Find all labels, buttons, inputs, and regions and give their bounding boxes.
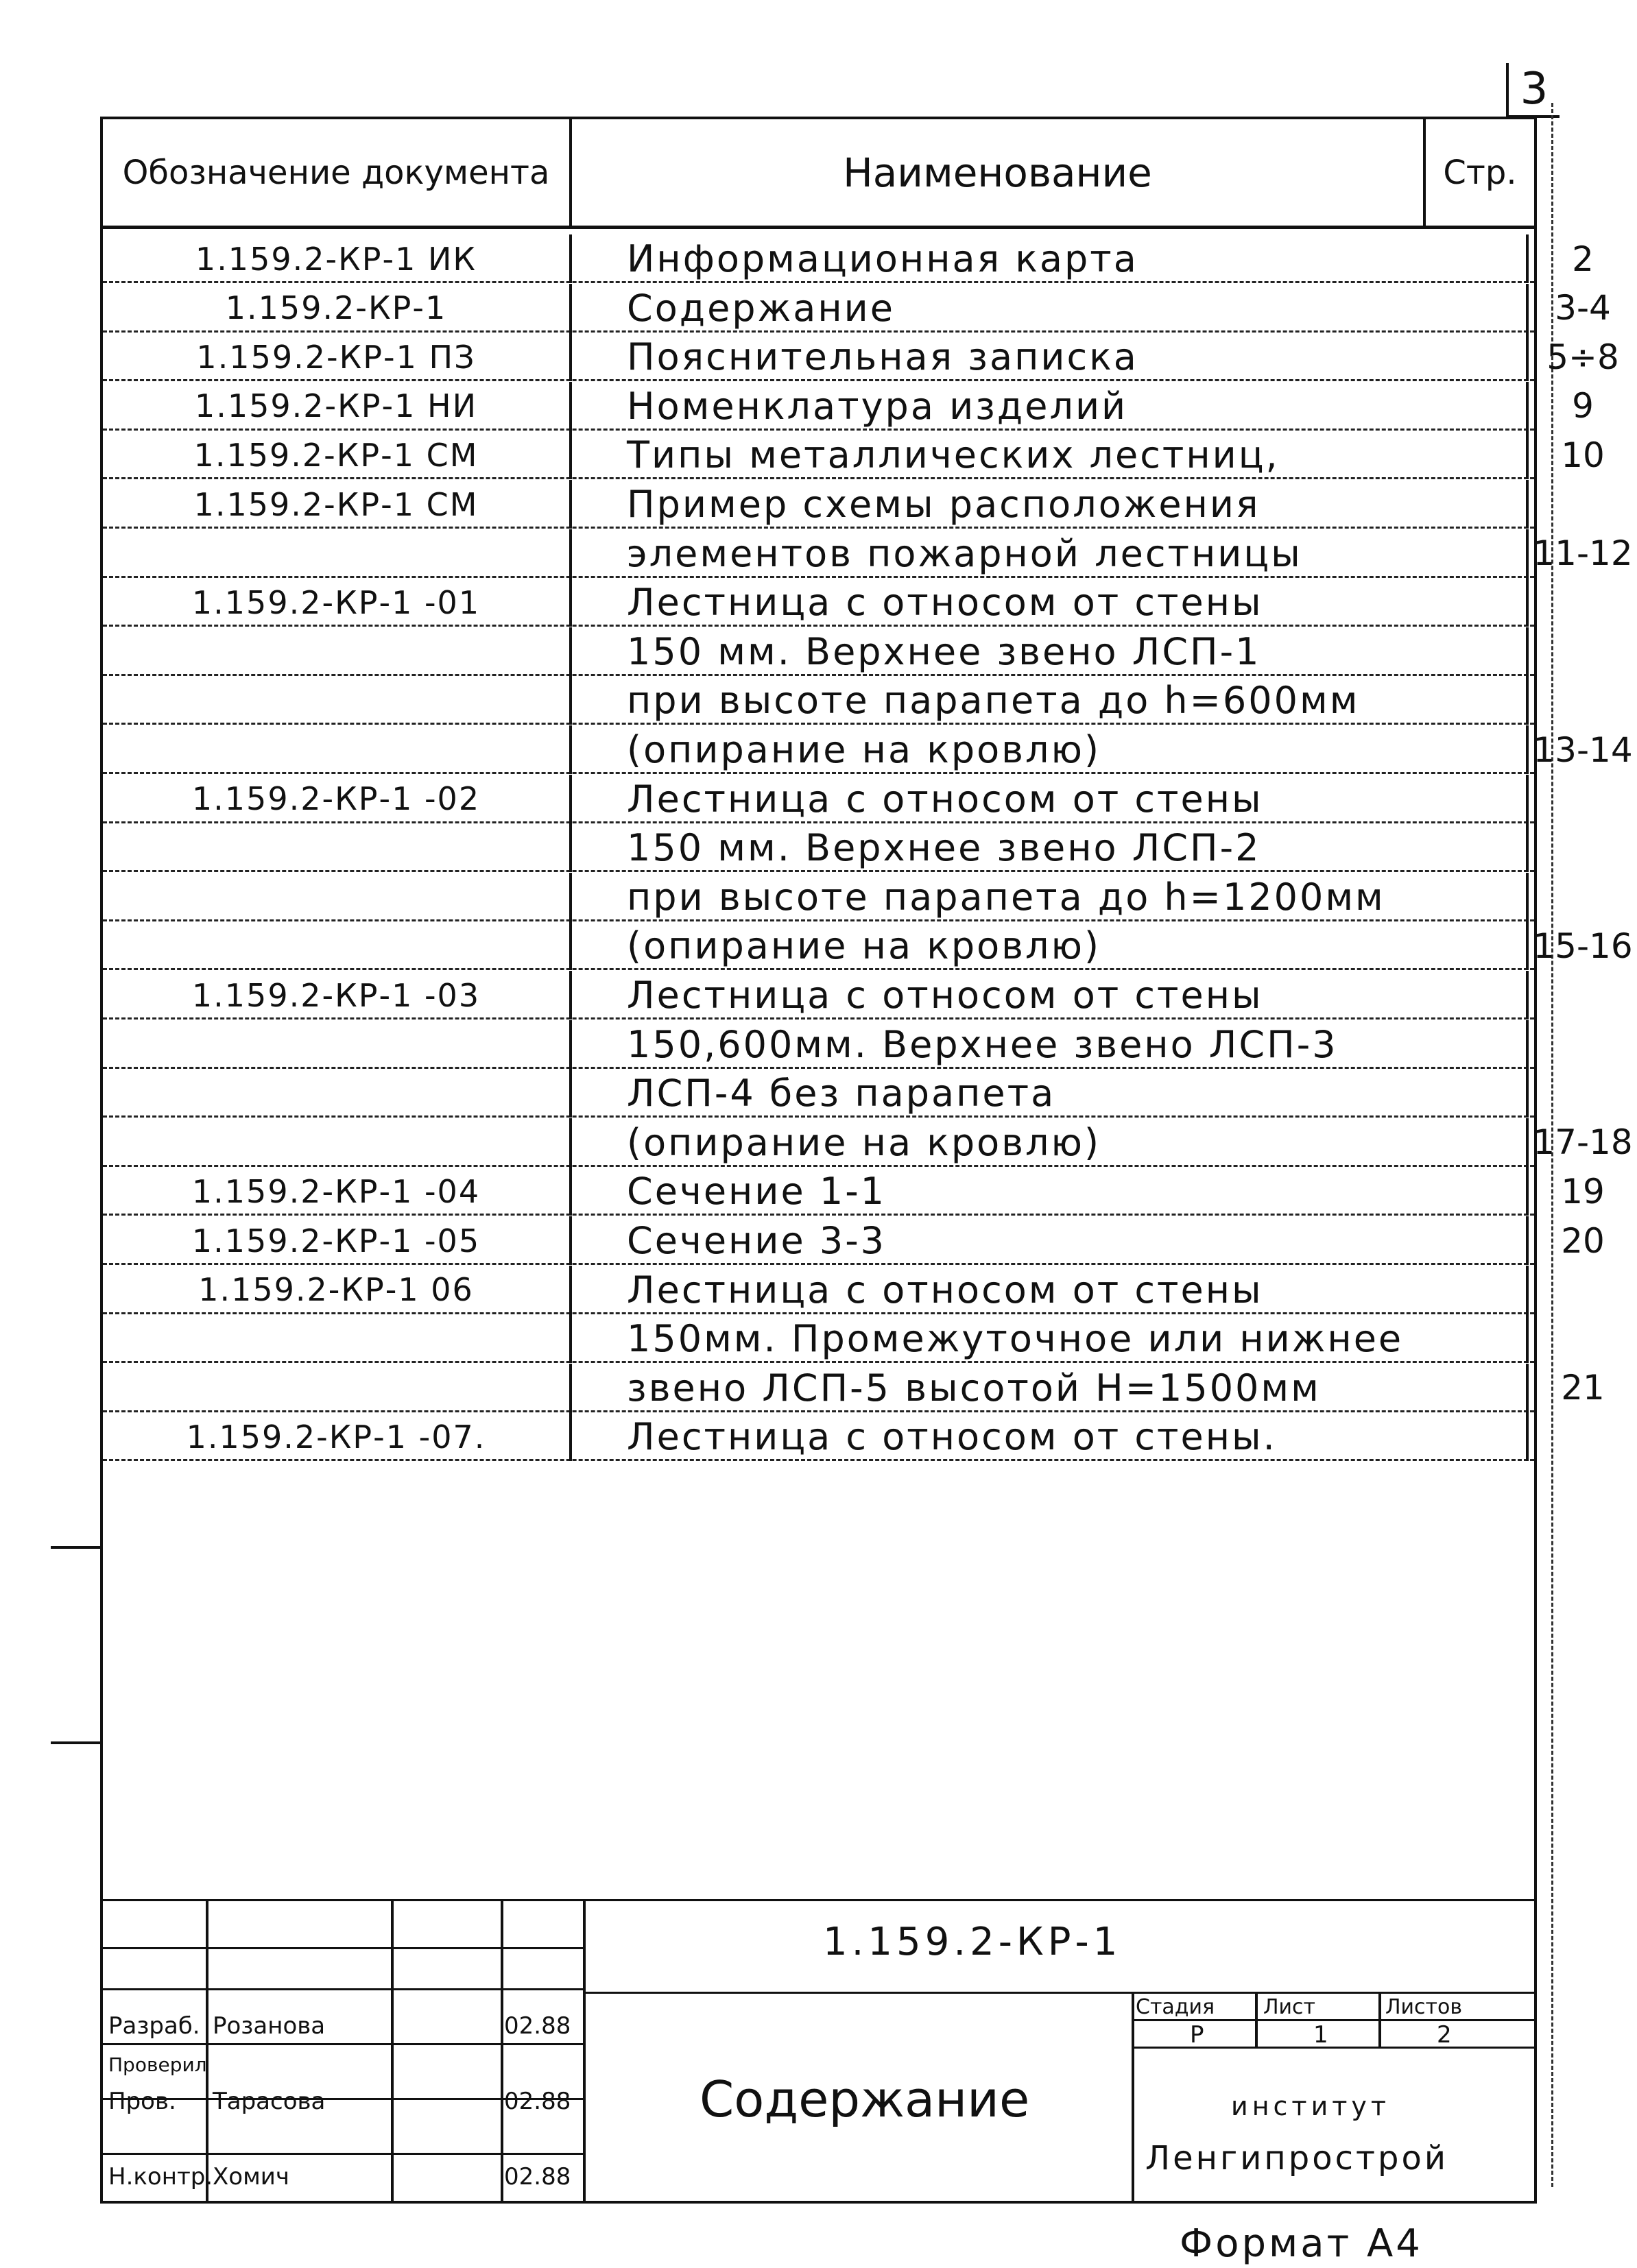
row-name: 150мм. Промежуточное или нижнее (572, 1314, 1529, 1363)
row-designation: 1.159.2-КР-1 (103, 284, 572, 333)
row-page (1529, 1020, 1637, 1069)
table-row (103, 284, 1611, 333)
row-page: 9 (1572, 386, 1594, 426)
row-name: Содержание (572, 284, 1529, 333)
stamp-person: Тарасова (213, 2088, 326, 2115)
table-row (103, 431, 1605, 479)
row-name: Типы металлических лестниц, (572, 431, 1529, 479)
row-designation (103, 1069, 572, 1118)
row-name: Лестница с относом от стены (572, 775, 1529, 823)
table-row (103, 1216, 1605, 1265)
row-page: 2 (1572, 239, 1594, 279)
row-name: 150 мм. Верхнее звено ЛСП-2 (572, 823, 1529, 872)
row-designation (103, 873, 572, 921)
row-name: Лестница с относом от стены. (572, 1412, 1529, 1461)
stamp-stage: Р (1190, 2021, 1204, 2049)
stamp-stage-label: Стадия (1136, 1995, 1215, 2019)
row-designation: 1.159.2-КР-1 06 (103, 1266, 572, 1314)
table-row (103, 1020, 1534, 1069)
margin-tick (51, 1546, 103, 1549)
row-page (1529, 676, 1637, 725)
stamp-date: 02.88 (504, 2012, 571, 2040)
table-row (103, 627, 1534, 676)
table-row (103, 1118, 1633, 1167)
table-row (103, 333, 1619, 381)
row-designation (103, 627, 572, 676)
header-page: Стр. (1426, 119, 1534, 229)
row-name: Лестница с относом от стены (572, 1266, 1529, 1314)
table-row (103, 1314, 1534, 1363)
row-page (1529, 823, 1637, 872)
table-row (103, 971, 1534, 1020)
row-page (1529, 971, 1637, 1020)
row-name: Информационная карта (572, 234, 1529, 283)
row-page: 10 (1561, 435, 1605, 475)
row-designation: 1.159.2-КР-1 -07. (103, 1412, 572, 1461)
row-designation (103, 529, 572, 578)
row-page (1529, 578, 1637, 627)
row-page: 13-14 (1533, 729, 1633, 770)
row-page: 21 (1561, 1368, 1605, 1408)
row-name: ЛСП-4 без парапета (572, 1069, 1529, 1118)
row-designation: 1.159.2-КР-1 ПЗ (103, 333, 572, 381)
row-name: элементов пожарной лестницы (572, 529, 1529, 578)
row-designation: 1.159.2-КР-1 -01 (103, 578, 572, 627)
stamp-doc-code: 1.159.2-КР-1 (823, 1920, 1122, 1964)
row-page: 11-12 (1533, 533, 1633, 574)
stamp-sheet: 1 (1313, 2021, 1328, 2049)
header-name: Наименование (572, 119, 1426, 229)
table-row (103, 725, 1633, 774)
row-designation (103, 823, 572, 872)
row-name: звено ЛСП-5 высотой Н=1500мм (572, 1364, 1529, 1412)
row-page: 17-18 (1533, 1122, 1633, 1163)
row-page: 15-16 (1533, 926, 1633, 966)
row-name: (опирание на кровлю) (572, 725, 1529, 774)
row-page: 5÷8 (1546, 337, 1619, 377)
table-row (103, 1412, 1534, 1461)
row-designation (103, 676, 572, 725)
stamp-sheets-label: Листов (1385, 1995, 1463, 2019)
stamp-org-line1: институт (1231, 2091, 1391, 2121)
row-page (1529, 1266, 1637, 1314)
row-page: 3-4 (1555, 288, 1611, 328)
table-row (103, 234, 1594, 283)
stamp-date: 02.88 (504, 2088, 571, 2115)
page-number: 3 (1506, 63, 1560, 118)
row-page (1529, 1314, 1637, 1363)
row-designation (103, 921, 572, 970)
table-row (103, 578, 1534, 627)
stamp-person: Розанова (213, 2012, 326, 2040)
row-designation: 1.159.2-КР-1 -04 (103, 1167, 572, 1216)
stamp-role: Пров. (108, 2088, 176, 2115)
table-row (103, 1364, 1605, 1412)
stamp-role: Н.контр. (108, 2163, 213, 2191)
row-designation: 1.159.2-КР-1 СМ (103, 431, 572, 479)
table-row (103, 1167, 1605, 1216)
stamp-org-line2: Ленгипрострой (1145, 2139, 1449, 2177)
row-page (1529, 1069, 1637, 1118)
row-name: (опирание на кровлю) (572, 1118, 1529, 1167)
table-row (103, 480, 1534, 529)
row-page (1529, 873, 1637, 921)
stamp-sheets: 2 (1437, 2021, 1452, 2049)
table-row (103, 921, 1633, 970)
row-name: Пояснительная записка (572, 333, 1529, 381)
row-name: Сечение 3-3 (572, 1216, 1529, 1265)
stamp-role: Разраб. (108, 2012, 200, 2040)
stamp-title: Содержание (700, 2071, 1030, 2128)
row-name: при высоте парапета до h=600мм (572, 676, 1529, 725)
row-name: Лестница с относом от стены (572, 578, 1529, 627)
row-designation (103, 1314, 572, 1363)
row-designation: 1.159.2-КР-1 ИК (103, 234, 572, 283)
stamp-person: Хомич (213, 2163, 289, 2191)
table-row (103, 823, 1534, 872)
row-designation (103, 1364, 572, 1412)
table-row (103, 676, 1534, 725)
row-page: 20 (1561, 1220, 1605, 1261)
stamp-role: Проверил (108, 2053, 207, 2076)
row-name: Сечение 1-1 (572, 1167, 1529, 1216)
format-label: Формат А4 (1180, 2221, 1423, 2266)
row-name: 150,600мм. Верхнее звено ЛСП-3 (572, 1020, 1529, 1069)
row-designation: 1.159.2-КР-1 -05 (103, 1216, 572, 1265)
row-name: Номенклатура изделий (572, 382, 1529, 431)
row-name: Лестница с относом от стены (572, 971, 1529, 1020)
row-designation: 1.159.2-КР-1 -03 (103, 971, 572, 1020)
row-page (1529, 480, 1637, 529)
table-row (103, 382, 1594, 431)
row-designation: 1.159.2-КР-1 СМ (103, 480, 572, 529)
stamp-sheet-label: Лист (1263, 1995, 1316, 2019)
table-row (103, 775, 1534, 823)
row-name: 150 мм. Верхнее звено ЛСП-1 (572, 627, 1529, 676)
row-designation: 1.159.2-КР-1 -02 (103, 775, 572, 823)
row-designation (103, 725, 572, 774)
table-row (103, 1069, 1534, 1118)
row-name: (опирание на кровлю) (572, 921, 1529, 970)
row-designation: 1.159.2-КР-1 НИ (103, 382, 572, 431)
table-row (103, 1266, 1534, 1314)
row-page (1529, 627, 1637, 676)
row-designation (103, 1020, 572, 1069)
stamp-date: 02.88 (504, 2163, 571, 2191)
row-name: Пример схемы расположения (572, 480, 1529, 529)
table-row (103, 529, 1633, 578)
margin-tick (51, 1741, 103, 1744)
table-row (103, 873, 1534, 921)
header-designation: Обозначение документа (103, 119, 572, 229)
row-page (1529, 1412, 1637, 1461)
row-page: 19 (1561, 1171, 1605, 1211)
row-designation (103, 1118, 572, 1167)
row-page (1529, 775, 1637, 823)
row-name: при высоте парапета до h=1200мм (572, 873, 1529, 921)
